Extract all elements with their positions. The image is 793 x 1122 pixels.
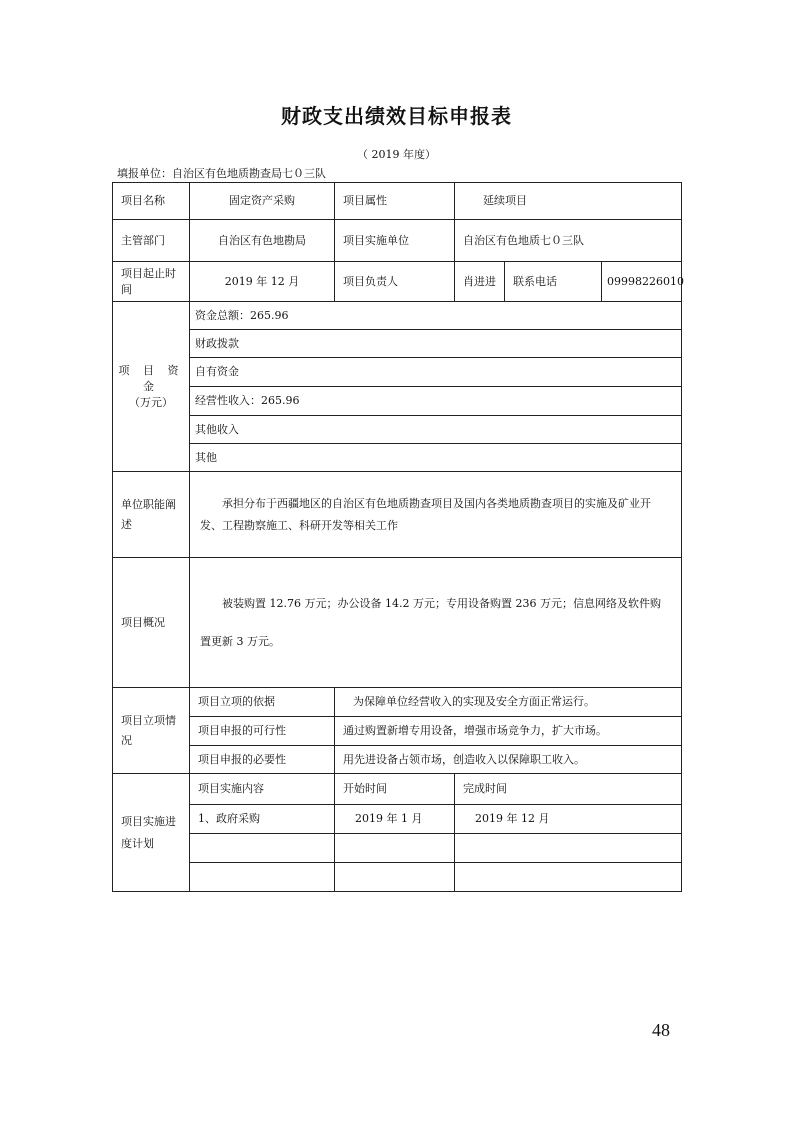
plan-row1-start: 2019 年 1 月 xyxy=(335,805,455,834)
basis-value: 为保障单位经营收入的实现及安全方面正常运行。 xyxy=(335,688,682,717)
performance-form-table xyxy=(112,182,682,892)
impl-unit-value: 自治区有色地质七０三队 xyxy=(455,220,682,262)
funds-fiscal: 财政拨款 xyxy=(190,330,682,358)
duty-text: 承担分布于西疆地区的自治区有色地质勘查项目及国内各类地质勘查项目的实施及矿业开发、工程勘察施工、科研开发等相关工作 xyxy=(190,472,682,558)
plan-col-end: 完成时间 xyxy=(455,774,682,805)
row-funds-other-income xyxy=(113,416,682,444)
row-basis xyxy=(113,688,682,717)
plan-row3-end xyxy=(455,863,682,892)
feasibility-value: 通过购置新增专用设备，增强市场竞争力，扩大市场。 xyxy=(335,717,682,746)
row-duty xyxy=(113,472,682,558)
document-title: 财政支出绩效目标申报表 xyxy=(281,104,512,128)
reporting-unit: 填报单位：自治区有色地质勘查局七０三队 xyxy=(117,167,326,180)
duty-label: 单位职能阐述 xyxy=(113,472,190,558)
row-plan-header xyxy=(113,774,682,805)
project-name-label: 项目名称 xyxy=(113,183,190,220)
fiscal-year: （ 2019 年度） xyxy=(357,148,436,161)
row-funds-operating xyxy=(113,387,682,416)
funds-other-income: 其他收入 xyxy=(190,416,682,444)
funds-self: 自有资金 xyxy=(190,358,682,387)
dept-value: 自治区有色地勘局 xyxy=(190,220,335,262)
project-attr-value: 延续项目 xyxy=(455,183,682,220)
plan-row2-start xyxy=(335,834,455,863)
necessity-label: 项目申报的必要性 xyxy=(190,746,335,774)
plan-row3-content xyxy=(190,863,335,892)
plan-col-content: 项目实施内容 xyxy=(190,774,335,805)
impl-unit-label: 项目实施单位 xyxy=(335,220,455,262)
plan-row1-content: 1、政府采购 xyxy=(190,805,335,834)
row-funds-fiscal xyxy=(113,330,682,358)
period-label: 项目起止时间 xyxy=(113,262,190,302)
plan-row3-start xyxy=(335,863,455,892)
overview-text: 被装购置 12.76 万元；办公设备 14.2 万元；专用设备购置 236 万元；信息网络及软件购置更新 3 万元。 xyxy=(190,558,682,688)
row-plan-3 xyxy=(113,863,682,892)
row-funds-total xyxy=(113,302,682,330)
row-department xyxy=(113,220,682,262)
row-plan-1 xyxy=(113,805,682,834)
page-number: 48 xyxy=(652,1020,670,1040)
dept-label: 主管部门 xyxy=(113,220,190,262)
funds-label: 项 目 资 金 xyxy=(118,363,184,393)
plan-row2-end xyxy=(455,834,682,863)
leader-label: 项目负责人 xyxy=(335,262,455,302)
plan-label: 项目实施进度计划 xyxy=(113,774,190,892)
funds-other: 其他 xyxy=(190,444,682,472)
funds-unit: （万元） xyxy=(129,395,173,409)
funds-label-cell xyxy=(113,302,190,472)
row-period xyxy=(113,262,682,302)
row-necessity xyxy=(113,746,682,774)
phone-label: 联系电话 xyxy=(505,262,602,302)
row-project-name xyxy=(113,183,682,220)
plan-col-start: 开始时间 xyxy=(335,774,455,805)
necessity-value: 用先进设备占领市场，创造收入以保障职工收入。 xyxy=(335,746,682,774)
establish-label: 项目立项情况 xyxy=(113,688,190,774)
row-overview xyxy=(113,558,682,688)
row-funds-other xyxy=(113,444,682,472)
row-funds-self xyxy=(113,358,682,387)
basis-label: 项目立项的依据 xyxy=(190,688,335,717)
feasibility-label: 项目申报的可行性 xyxy=(190,717,335,746)
project-name-value: 固定资产采购 xyxy=(190,183,335,220)
row-plan-2 xyxy=(113,834,682,863)
phone-value: 09998226010 xyxy=(602,262,682,302)
funds-operating: 经营性收入：265.96 xyxy=(190,387,682,416)
row-feasibility xyxy=(113,717,682,746)
leader-value: 肖进进 xyxy=(455,262,505,302)
plan-row2-content xyxy=(190,834,335,863)
funds-total: 资金总额：265.96 xyxy=(190,302,682,330)
project-attr-label: 项目属性 xyxy=(335,183,455,220)
plan-row1-end: 2019 年 12 月 xyxy=(455,805,682,834)
overview-label: 项目概况 xyxy=(113,558,190,688)
period-value: 2019 年 12 月 xyxy=(190,262,335,302)
